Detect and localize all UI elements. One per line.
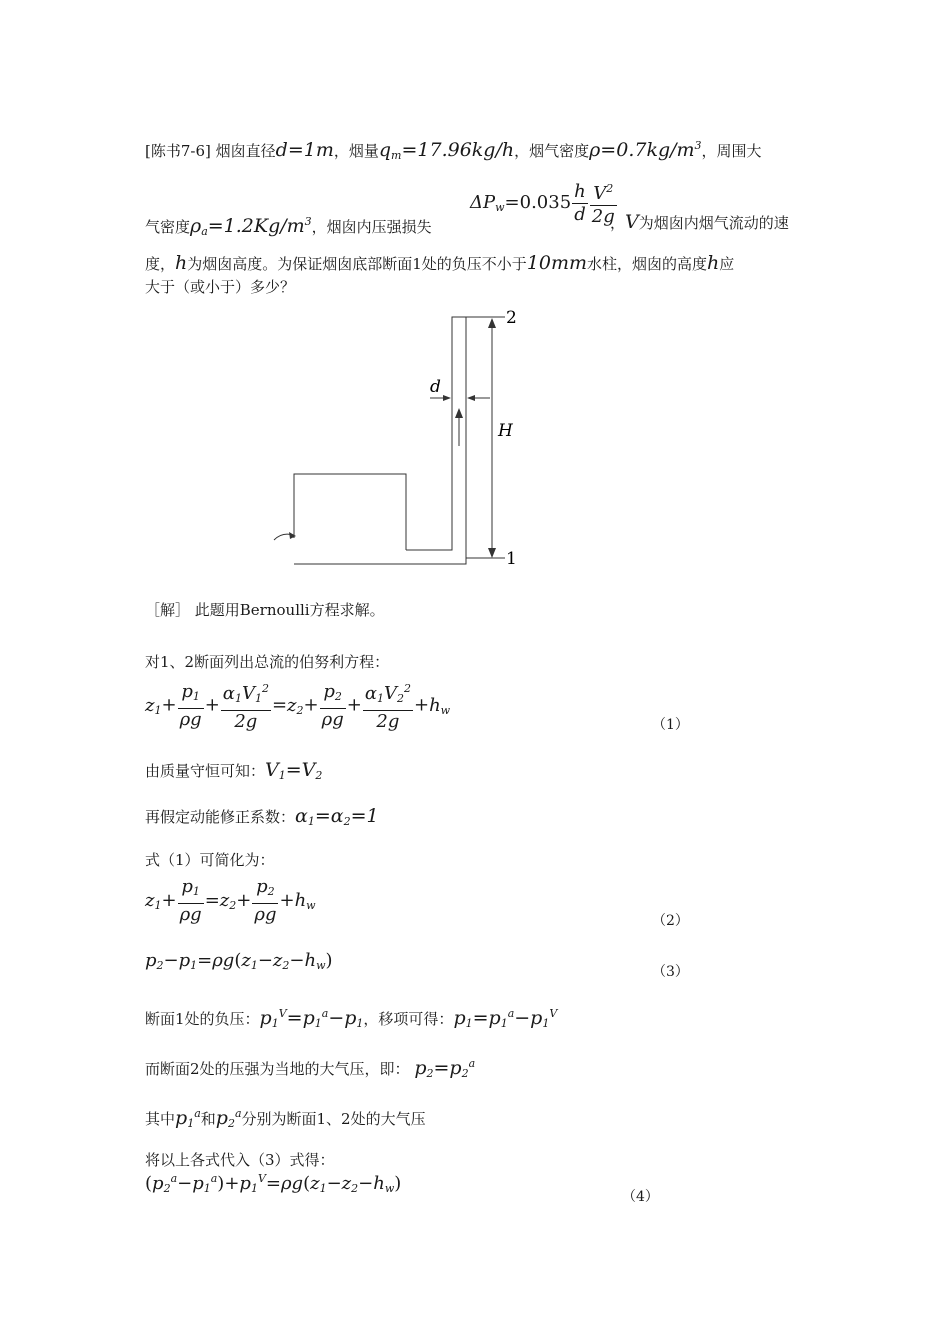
problem-text: 烟囱直径 (215, 142, 276, 160)
solution-step-4: 式（1）可简化为： (145, 851, 275, 869)
solution-step-8: 将以上各式代入（3）式得： (145, 1151, 335, 1169)
solution-step-2: 由质量守恒可知：$V_1=V_2$ (145, 759, 323, 782)
air-density-expr: $\rho_a=1.2Kg/m^3$ (190, 215, 312, 238)
equation-1-number: （1） (652, 717, 689, 733)
diameter-expr: d=1m (275, 139, 334, 161)
height-symbol: h (175, 252, 188, 274)
problem-text: ，烟囱内压强损失 (311, 218, 432, 236)
flow-expr: $q_m=17.96kg/h$ (378, 139, 515, 162)
equation-1: $z_1+$ $\frac{p_1}{\rho g}$ + $\frac{\alpha_1V_1^2}{2g}$ $=z_2+$ $\frac{p_2}{\rho g}$ + $\frac{\alpha_1V_2^2}{2g}$ $+h_w$ (145, 678, 450, 733)
chimney-diagram (260, 300, 560, 580)
density-expr: $\rho=0.7kg/m^3$ (589, 139, 702, 161)
problem-text: 气密度 (145, 218, 191, 236)
problem-text: 水柱，烟囱的高度 (587, 255, 708, 273)
velocity-symbol: V (625, 211, 639, 233)
height-label: H (498, 421, 513, 441)
equation-2-number: （2） (652, 913, 689, 929)
problem-text: 应 (719, 255, 735, 273)
problem-line-4 (145, 277, 295, 297)
equation-4-number: （4） (622, 1189, 659, 1205)
equation-3: $p_2-p_1=\rho g(z_1-z_2-h_w)$ (145, 950, 333, 972)
equation-2: $z_1+$ $\frac{p_1}{\rho g}$ $=z_2+$ $\frac{p_2}{\rho g}$ $+h_w$ (145, 876, 316, 925)
problem-line-2 (145, 212, 432, 242)
chimney-outline (294, 317, 466, 564)
solution-step-1: 对1、2断面列出总流的伯努利方程： (145, 653, 390, 671)
section-2-label: 2 (506, 308, 517, 328)
pressure-loss-expr: $\Delta P_w=0.035$ $\frac{h}{d}$ $\frac{V^2}{2g}$ (470, 178, 618, 228)
water-column-expr: 10mm (526, 252, 588, 274)
equation-4: $(p_2^a-p_1^a)+p_1^V=\rho g(z_1-z_2-h_w)$ (145, 1172, 402, 1195)
problem-ref: [陈书7-6] (145, 142, 211, 160)
solution-intro: ［解］ 此题用Bernoulli方程求解。 (145, 601, 385, 619)
solution-step-7: 其中$p_1^a$和$p_2^a$分别为断面1、2处的大气压 (145, 1107, 426, 1130)
solution-step-6: 而断面2处的压强为当地的大气压，即： $p_2=p_2^a$ (145, 1057, 476, 1080)
problem-text: 为烟囱高度。为保证烟囱底部断面1处的负压不小于 (187, 255, 527, 273)
problem-text: ， (610, 214, 626, 232)
diameter-label: d (430, 377, 441, 397)
furnace-outline (294, 474, 406, 550)
height-symbol: h (707, 252, 720, 274)
problem-text: ，烟气密度 (514, 142, 590, 160)
solution-step-3: 再假定动能修正系数：$\alpha_1=\alpha_2=1$ (145, 805, 379, 828)
solution-step-5: 断面1处的负压：$p_1^V=p_1^a-p_1$，移项可得：$p_1=p_1^a-p_1^V$ (145, 1007, 558, 1030)
problem-text: ，烟量 (333, 142, 379, 160)
equation-3-number: （3） (652, 964, 689, 980)
problem-text: 大于（或小于）多少？ (145, 278, 296, 296)
section-1-label: 1 (506, 549, 517, 569)
problem-text: 度， (145, 255, 176, 273)
problem-text: ，周围大 (701, 142, 762, 160)
problem-line-3 (145, 253, 734, 274)
problem-line-2b (610, 212, 789, 233)
problem-line-1 (145, 136, 762, 166)
problem-text: 为烟囱内烟气流动的速 (638, 214, 789, 232)
